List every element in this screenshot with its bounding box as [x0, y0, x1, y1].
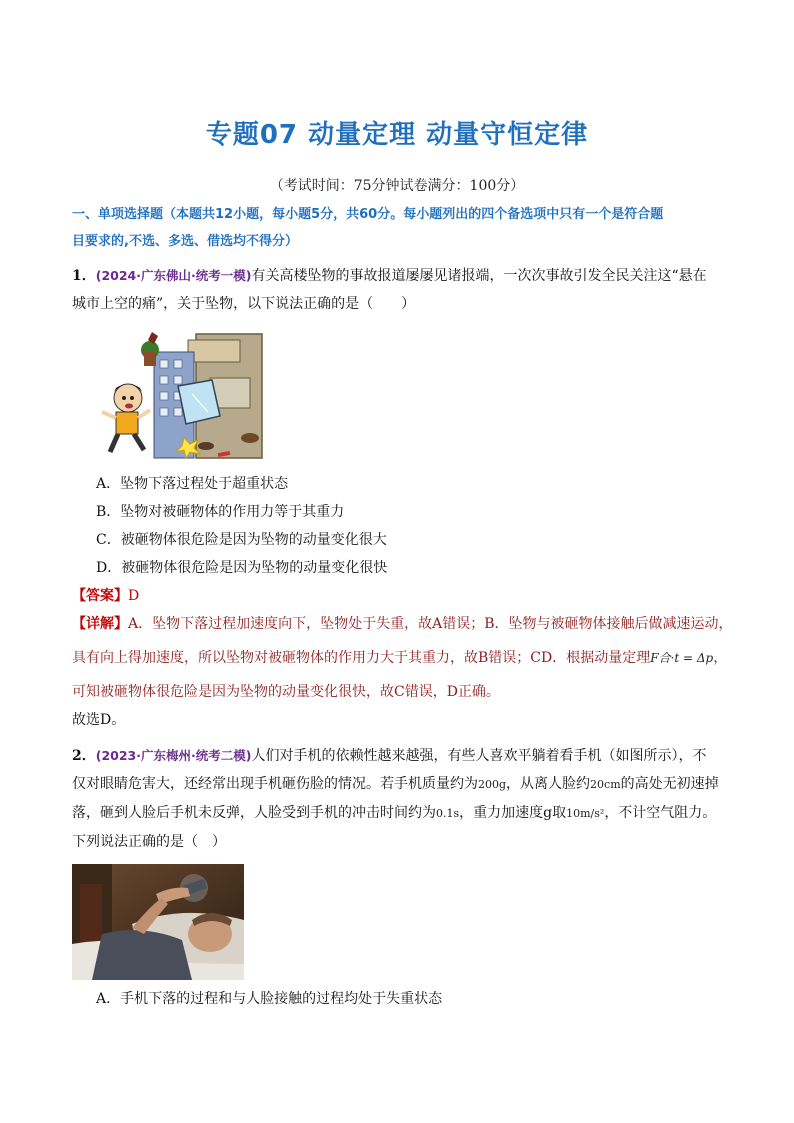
gravity-value: 10m/s² [566, 807, 605, 820]
explanation-label: 【详解】 [72, 616, 128, 632]
question-text: ，不计空气阻力。 [604, 805, 717, 821]
section-line-2: 目要求的,不选、多选、借选均不得分） [72, 234, 298, 249]
question-text: 人们对手机的依赖性越来越强，有些人喜欢平躺着看手机（如图所示），不 [251, 748, 707, 764]
time-value: 0.1s [436, 807, 460, 820]
question-number: 1． [72, 268, 96, 284]
answer-label: 【答案】 [72, 588, 128, 604]
question-text: 落，砸到人脸后手机未反弹，人脸受到手机的冲击时间约为 [72, 805, 436, 821]
question-1-stem [72, 262, 734, 318]
page-title: 专题07 动量定理 动量守恒定律 [205, 120, 589, 150]
option-a: A．坠物下落过程处于超重状态 [96, 476, 289, 492]
question-text: ，从离人脸约 [506, 776, 591, 792]
section-line-1: 一、单项选择题（本题共12小题，每小题5分，共60分。每小题列出的四个备选项中只有一个是符合题 [72, 207, 664, 222]
person-lying-with-phone-photo [72, 864, 244, 980]
section-heading [72, 201, 732, 255]
question-2-stem [72, 742, 734, 856]
explanation-text: 具有向上得加速度，所以坠物对被砸物体的作用力大于其重力，故B错误；CD．根据动量定理 [72, 650, 651, 666]
option-c: C．被砸物体很危险是因为坠物的动量变化很大 [96, 532, 387, 548]
question-text: ，重力加速度g取 [459, 805, 567, 821]
explanation-text: A．坠物下落过程加速度向下，坠物处于失重，故A错误；B．坠物与被砸物体接触后做减速运动， [128, 616, 733, 632]
question-source: (2023·广东梅州·统考二模) [95, 748, 252, 763]
question-source: (2024·广东佛山·统考一模) [95, 268, 252, 283]
explanation: 【详解】A．坠物下落过程加速度向下，坠物处于失重，故A错误；B．坠物与被砸物体接触后做减速运动， 具有向上得加速度，所以坠物对被砸物体的作用力大于其重力，故B错误；CD．根据动量定理F合·t = Δp， 可知被砸物体很危险是因为坠物的动量变化很快，故C错误，D正确。 [72, 607, 742, 709]
option-a: A．手机下落的过程和与人脸接触的过程均处于失重状态 [96, 991, 443, 1007]
option-d: D．被砸物体很危险是因为坠物的动量变化很快 [96, 560, 388, 576]
question-text: 城市上空的痛”，关于坠物，以下说法正确的是（ ） [72, 296, 416, 312]
height-value: 20cm [590, 778, 621, 791]
question-text: 下列说法正确的是（ ） [72, 834, 226, 850]
falling-objects-illustration [100, 330, 266, 462]
mass-value: 200g [478, 778, 507, 791]
option-b: B．坠物对被砸物体的作用力等于其重力 [96, 504, 345, 520]
answer-line [72, 585, 139, 605]
explanation-text: 可知被砸物体很危险是因为坠物的动量变化很快，故C错误，D正确。 [72, 684, 500, 700]
conclusion: 故选D。 [72, 712, 126, 728]
momentum-theorem-formula: F合·t = Δp [650, 651, 714, 665]
question-text: 的高处无初速掉 [620, 776, 719, 792]
exam-info: （考试时间：75分钟试卷满分：100分） [269, 178, 525, 194]
question-text: 有关高楼坠物的事故报道屡屡见诸报端，一次次事故引发全民关注这“悬在 [251, 268, 707, 284]
question-text: 仅对眼睛危害大，还经常出现手机砸伤脸的情况。若手机质量约为 [72, 776, 478, 792]
question-number: 2． [72, 748, 96, 764]
answer-value: D [128, 588, 140, 604]
